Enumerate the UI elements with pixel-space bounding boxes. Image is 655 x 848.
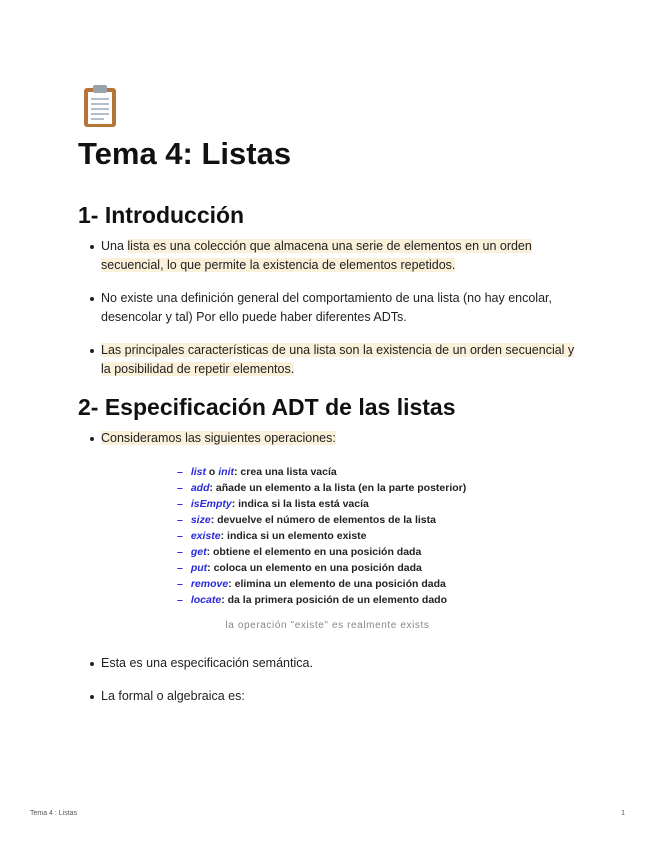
text: No existe una definición general del comportamiento de una lista (no hay encolar, desencolar y tal) Por ello puede haber diferentes ADTs. <box>101 291 552 324</box>
op-desc: : indica si un elemento existe <box>220 530 367 542</box>
operation-item: – existe: indica si un elemento existe <box>177 530 367 542</box>
operations-image <box>177 464 466 608</box>
page-number: 1 <box>621 810 625 817</box>
op-desc: : añade un elemento a la lista (en la parte posterior) <box>209 482 467 494</box>
op-name: list <box>190 466 207 478</box>
op-name: init <box>218 466 235 478</box>
highlighted-text: Las principales características de una lista son la existencia de un orden secuencial y la posibilidad de repetir elementos. <box>101 343 575 376</box>
list-item <box>78 341 578 379</box>
operation-item: – locate: da la primera posición de un elemento dado <box>177 594 447 606</box>
list-item <box>78 429 578 448</box>
op-name: size <box>190 514 211 526</box>
op-name: existe <box>190 530 221 542</box>
operation-item: – size: devuelve el número de elementos de la lista <box>177 514 436 526</box>
list-item <box>78 289 578 327</box>
text: Una <box>101 239 128 253</box>
footer-title: Tema 4 : Listas <box>30 810 78 817</box>
op-desc: : crea una lista vacía <box>234 466 337 478</box>
intro-list <box>78 237 578 393</box>
operation-item: – add: añade un elemento a la lista (en la parte posterior) <box>177 482 467 494</box>
op-desc: : coloca un elemento en una posición dada <box>207 562 422 574</box>
operation-item: – remove: elimina un elemento de una posición dada <box>177 578 446 590</box>
op-desc: : indica si la lista está vacía <box>231 498 369 510</box>
op-name: isEmpty <box>190 498 232 510</box>
op-name: get <box>190 546 207 558</box>
op-name: locate <box>190 594 222 606</box>
op-name: put <box>190 562 208 574</box>
adt-list-2 <box>78 654 578 720</box>
clipboard-icon <box>82 84 118 128</box>
page-title: Tema 4: Listas <box>78 136 292 171</box>
operation-item: – isEmpty: indica si la lista está vacía <box>177 498 369 510</box>
list-item: La formal o algebraica es: <box>78 687 578 706</box>
adt-list <box>78 429 578 462</box>
op-desc: : obtiene el elemento en una posición dada <box>206 546 422 558</box>
list-item <box>78 237 578 275</box>
operation-item: – put: coloca un elemento en una posición dada <box>177 562 422 574</box>
image-caption: la operación "existe" es realmente exists <box>225 620 430 631</box>
op-name: remove <box>190 578 229 590</box>
op-mid: o <box>206 466 219 478</box>
op-desc: : devuelve el número de elementos de la lista <box>210 514 436 526</box>
op-desc: : da la primera posición de un elemento dado <box>221 594 447 606</box>
list-item: Esta es una especificación semántica. <box>78 654 578 673</box>
op-name: add <box>190 482 210 494</box>
operation-item: – get: obtiene el elemento en una posición dada <box>177 546 422 558</box>
operation-item: – list o init: crea una lista vacía <box>177 466 337 478</box>
op-desc: : elimina un elemento de una posición dada <box>228 578 446 590</box>
section-heading: 1- Introducción <box>78 202 245 228</box>
highlighted-text: lista es una colección que almacena una serie de elementos en un orden secuencial, lo que permite la existencia de elementos repetidos. <box>101 239 532 272</box>
section-heading: 2- Especificación ADT de las listas <box>78 394 456 420</box>
highlighted-text: Consideramos las siguientes operaciones: <box>101 431 336 445</box>
